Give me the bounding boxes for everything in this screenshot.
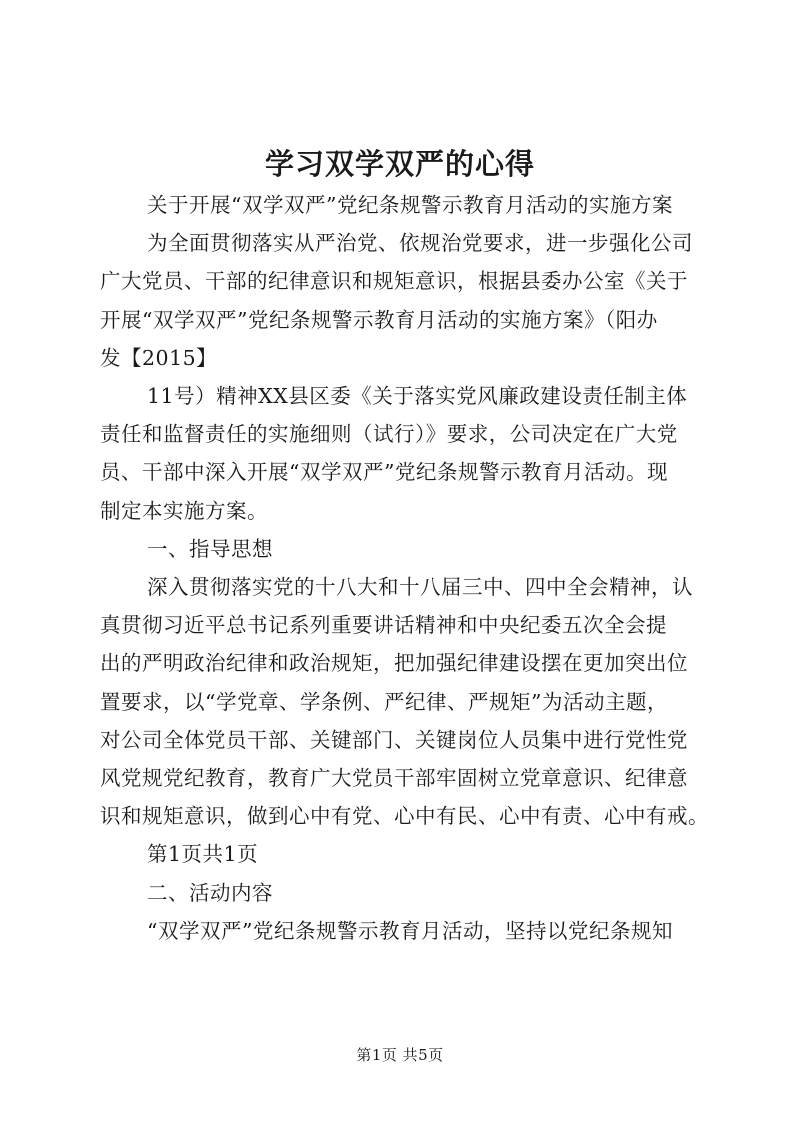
paragraph-line: 制定本实施方案。 — [100, 498, 268, 523]
section-heading: 二、活动内容 — [147, 880, 273, 905]
section-heading: 一、指导思想 — [147, 536, 273, 561]
paragraph-line: 开展“双学双严”党纪条规警示教育月活动的实施方案》（阳办 — [100, 307, 658, 332]
paragraph-line: 对公司全体党员干部、关键部门、关键岗位人员集中进行党性党 — [100, 727, 688, 752]
paragraph-line: 置要求，以“学党章、学条例、严纪律、严规矩”为活动主题， — [100, 689, 668, 714]
paragraph-line: 风党规党纪教育，教育广大党员干部牢固树立党章意识、纪律意 — [100, 766, 688, 791]
paragraph-line: “双学双严”党纪条规警示教育月活动，坚持以党纪条规知 — [147, 918, 673, 943]
paragraph-line: 为全面贯彻落实从严治党、依规治党要求，进一步强化公司 — [147, 231, 693, 256]
document-title: 学习双学双严的心得 — [264, 147, 535, 181]
paragraph-line: 11号）精神XX县区委《关于落实党风廉政建设责任制主体 — [147, 384, 688, 409]
paragraph-line: 发【2015】 — [100, 345, 218, 370]
paragraph-line: 广大党员、干部的纪律意识和规矩意识，根据县委办公室《关于 — [100, 269, 688, 294]
inline-page-marker: 第1页共1页 — [147, 842, 259, 867]
page-footer: 第1页 共5页 — [356, 1046, 444, 1064]
paragraph-line: 责任和监督责任的实施细则（试行）》要求，公司决定在广大党 — [100, 422, 678, 447]
paragraph-line: 深入贯彻落实党的十八大和十八届三中、四中全会精神，认 — [147, 575, 693, 600]
paragraph-line: 员、干部中深入开展“双学双严”党纪条规警示教育月活动。现 — [100, 460, 668, 485]
document-body — [100, 186, 710, 950]
paragraph-line: 出的严明政治纪律和政治规矩，把加强纪律建设摆在更加突出位 — [100, 651, 688, 676]
paragraph-line: 识和规矩意识，做到心中有党、心中有民、心中有责、心中有戒。 — [100, 804, 709, 829]
paragraph-line: 真贯彻习近平总书记系列重要讲话精神和中央纪委五次全会提 — [100, 613, 667, 638]
paragraph-line: 关于开展“双学双严”党纪条规警示教育月活动的实施方案 — [147, 193, 673, 217]
